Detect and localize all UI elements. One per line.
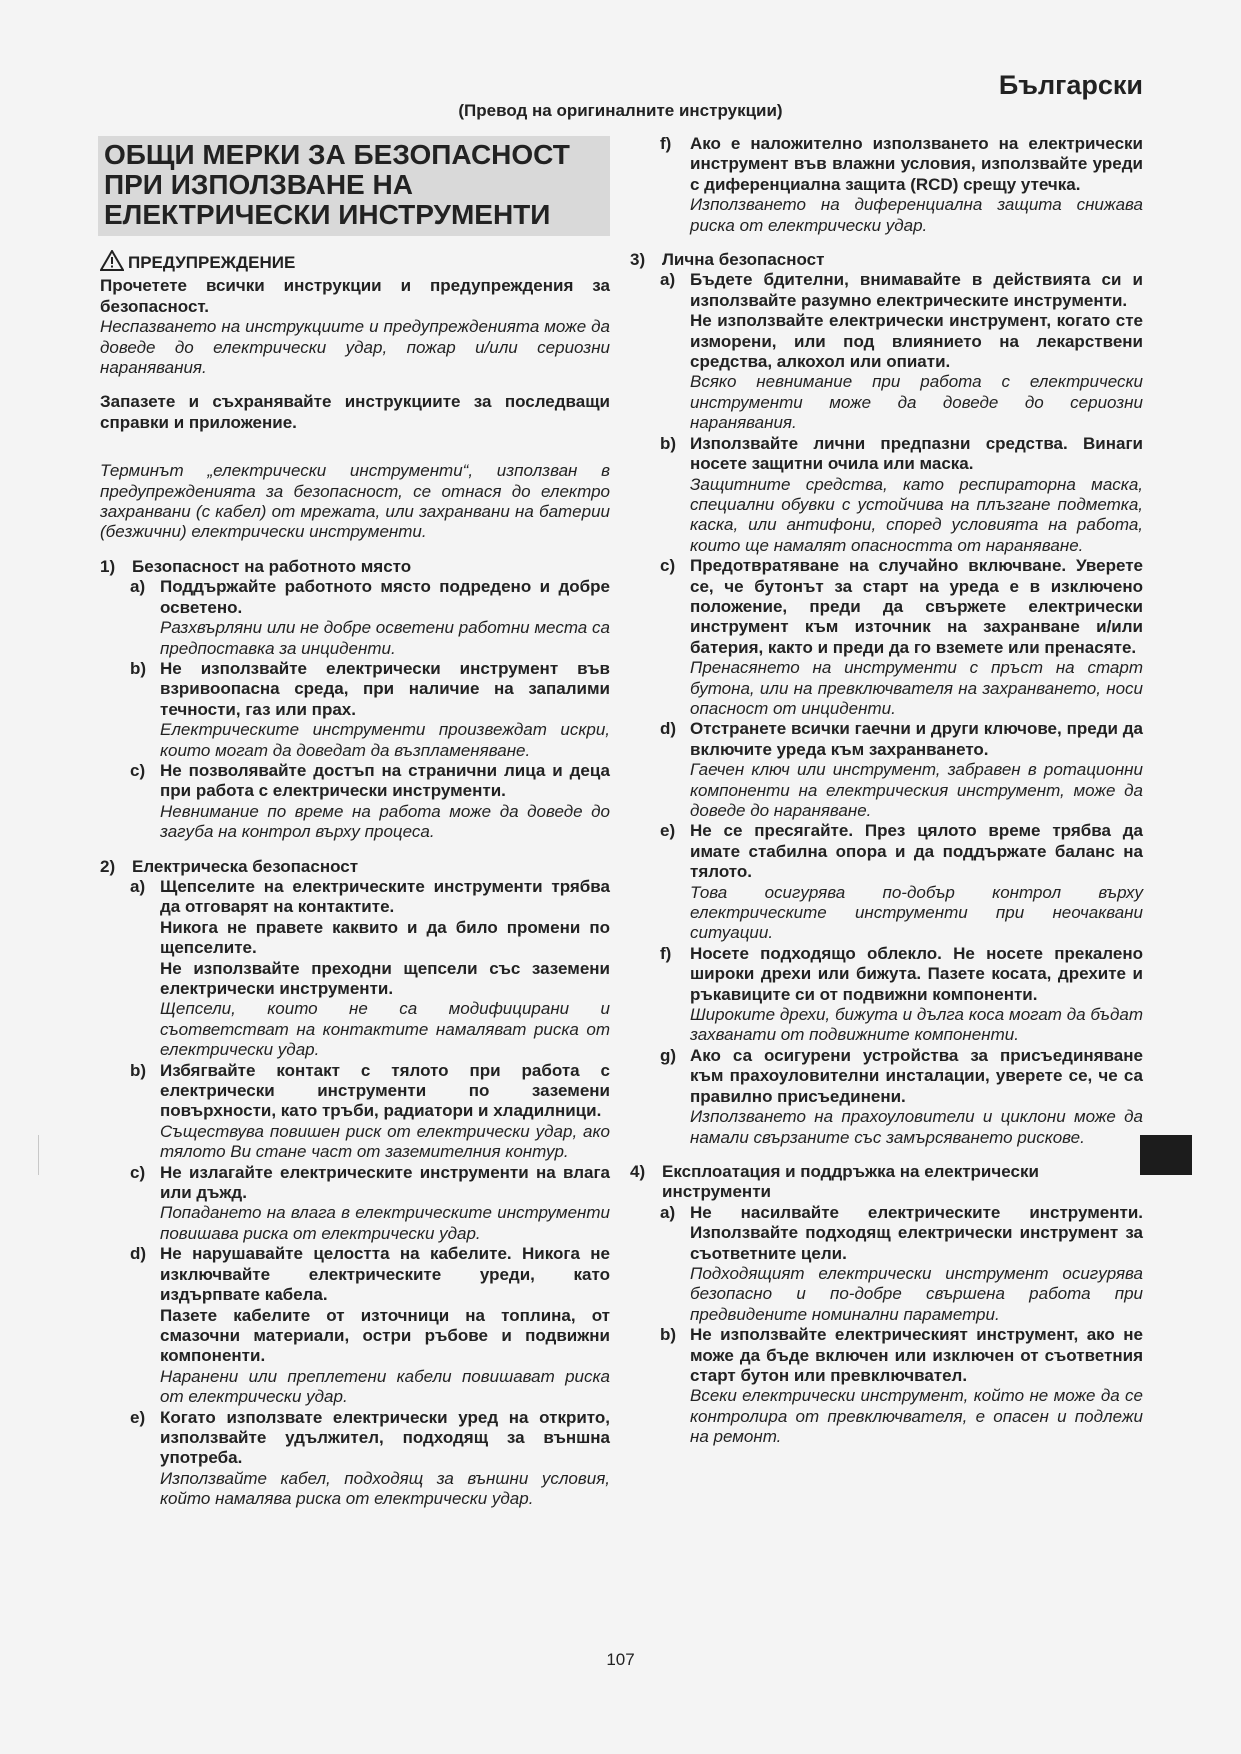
section-3-item-g: g) Ако са осигурени устройства за присъединяване към прахоуловителни инсталации, уверете се, че са правилно присъединени. Използването на прахоуловители и циклони може да намали свързаните със замърсяването рискове. [660, 1045, 1143, 1147]
term-definition: Терминът „електрически инструменти“, използван в предупрежденията за безопасност, се отнася до електро захранвани (с кабел) от мрежата, или захранвани на батерии (безжични) електрически инструменти. [100, 461, 610, 542]
section-3-item-c: c) Предотвратяване на случайно включване. Уверете се, че бутонът за старт на уреда е в изключено положение, преди да свържете електрически инструмент към източник на захранване и/или батерия, както и преди да го вземете или пренасяте. Пренасянето на инструменти с пръст на старт бутона, или на превключвателя на захранването, носи опасност от инциденти. [660, 556, 1143, 718]
section-3-item-a: a) Бъдете бдителни, внимавайте в действията си и използвайте разумно електрическите инструменти. Не използвайте електрически инструмент, когато сте изморени, или под влиянието на лекарствени средства, алкохол или опиати. Всяко невнимание при работа с електрически инструменти може да доведе до сериозни наранявания. [660, 270, 1143, 433]
section-3-item-b: b) Използвайте лични предпазни средства. Винаги носете защитни очила или маска. Защитните средства, като респираторна маска, специални обувки с устойчива на плъзгане подметка, каска, или антифони, според условията на работа, които ще намалят опасността от нараняване. [660, 433, 1143, 555]
warning-italic: Неспазването на инструкциите и предупрежденията може да доведе до електрически удар, пожар и/или сериозни наранявания. [100, 317, 610, 378]
section-2-item-d: d) Не нарушавайте целостта на кабелите. Никога не изключвайте електрическите уреди, като издърпвате кабела. Пазете кабелите от източници на топлина, от смазочни материали, остри ръбове и подвижни компоненти. Наранени или преплетени кабели повишават риска от електрически удар. [130, 1244, 610, 1407]
section-2-item-e: e) Когато използвате електрически уред на открито, използвайте удължител, подходящ за външна употреба. Използвайте кабел, подходящ за външни условия, който намалява риска от електрически удар. [130, 1407, 610, 1509]
warning-label: ПРЕДУПРЕЖДЕНИЕ [128, 253, 296, 272]
left-column [100, 136, 610, 1510]
page-title-line-3: ЕЛЕКТРИЧЕСКИ ИНСТРУМЕНТИ [104, 199, 551, 230]
section-4-heading: 4) Експлоатация и поддръжка на електрически инструменти [630, 1161, 1039, 1202]
section-2-item-f: f) Ако е наложително използването на електрически инструмент във влажни условия, използвайте уреди с диференциална защита (RCD) срещу утечка. Използването на диференциална защита снижава риска от електрически удар. [660, 134, 1143, 235]
warning-bold: Прочетете всички инструкции и предупреждения за безопасност. [100, 276, 610, 316]
page-number: 107 [606, 1650, 635, 1669]
section-1-item-c: c) Не позволявайте достъп на странични лица и деца при работа с електрически инструменти. Невнимание по време на работа може да доведе до загуба на контрол върху процеса. [130, 760, 610, 842]
title-box [98, 136, 610, 236]
right-column [630, 134, 1143, 1448]
warning-triangle-icon [100, 250, 124, 276]
section-2-heading: 2) Електрическа безопасност [100, 856, 359, 876]
translation-subtitle: (Превод на оригиналните инструкции) [458, 101, 783, 120]
section-2-item-c: c) Не излагайте електрическите инструменти на влага или дъжд. Попадането на влага в електрическите инструменти повишава риска от електрически удар. [130, 1162, 610, 1243]
language-tab-marker [1140, 1135, 1192, 1175]
section-3-heading: 3) Лична безопасност [630, 250, 825, 270]
section-3-item-d: d) Отстранете всички гаечни и други ключове, преди да включите уреда към захранването. Гаечен ключ или инструмент, забравен в ротационни компоненти на електрическия инструмент, може да доведе до нараняване. [660, 719, 1143, 820]
section-1-item-a: a) Поддържайте работното място подредено и добре осветено. Разхвърляни или не добре осветени работни места са предпоставка за инциденти. [130, 577, 610, 658]
section-1-heading: 1) Безопасност на работното място [100, 556, 412, 576]
section-4-item-a: a) Не насилвайте електрическите инструменти. Използвайте подходящ електрически инструмент за съответните цели. Подходящият електрически инструмент осигурява безопасно и по-добре свършена работа при предвидените номинални параметри. [660, 1202, 1143, 1324]
section-3-item-f: f) Носете подходящо облекло. Не носете прекалено широки дрехи или бижута. Пазете косата, дрехите и ръкавиците си от подвижни компоненти. Широките дрехи, бижута и дълга коса могат да бъдат захванати от подвижните компоненти. [660, 943, 1143, 1045]
language-label: Български [998, 70, 1143, 100]
section-2-item-b: b) Избягвайте контакт с тялото при работа с електрически инструменти по заземени повърхности, като тръби, радиатори и хладилници. Съществува повишен риск от електрически удар, ако тялото Ви стане част от заземителния контур. [130, 1060, 610, 1162]
section-2-item-a: a) Щепселите на електрическите инструменти трябва да отговарят на контактите. Никога не правете каквито и да било промени по щепселите. Не използвайте преходни щепсели със заземени електрически инструменти. Щепсели, които не са модифицирани и съответстват на контактите намаляват риска от електрически удар. [130, 876, 610, 1060]
keep-instructions: Запазете и съхранявайте инструкциите за последващи справки и приложение. [100, 392, 610, 432]
warning-heading [100, 250, 610, 276]
margin-line [38, 1135, 39, 1175]
page-title-line-1: ОБЩИ МЕРКИ ЗА БЕЗОПАСНОСТ [104, 139, 570, 170]
section-1-item-b: b) Не използвайте електрически инструмент във взривоопасна среда, при наличие на запалими течности, газ или прах. Електрическите инструменти произвеждат искри, които могат да доведат да възпламеняване. [130, 658, 610, 760]
section-3-item-e: e) Не се пресягайте. През цялото време трябва да имате стабилна опора и да поддържате баланс на тялото. Това осигурява по-добър контрол върху електрическите инструменти при неочаквани ситуации. [660, 821, 1143, 943]
page-title-line-2: ПРИ ИЗПОЛЗВАНЕ НА [104, 169, 413, 200]
section-4-item-b: b) Не използвайте електрическият инструмент, ако не може да бъде включен или изключен от съответния старт бутон или превключвател. Всеки електрически инструмент, който не може да се контролира от превключвателя, е опасен и подлежи на ремонт. [660, 1325, 1143, 1447]
